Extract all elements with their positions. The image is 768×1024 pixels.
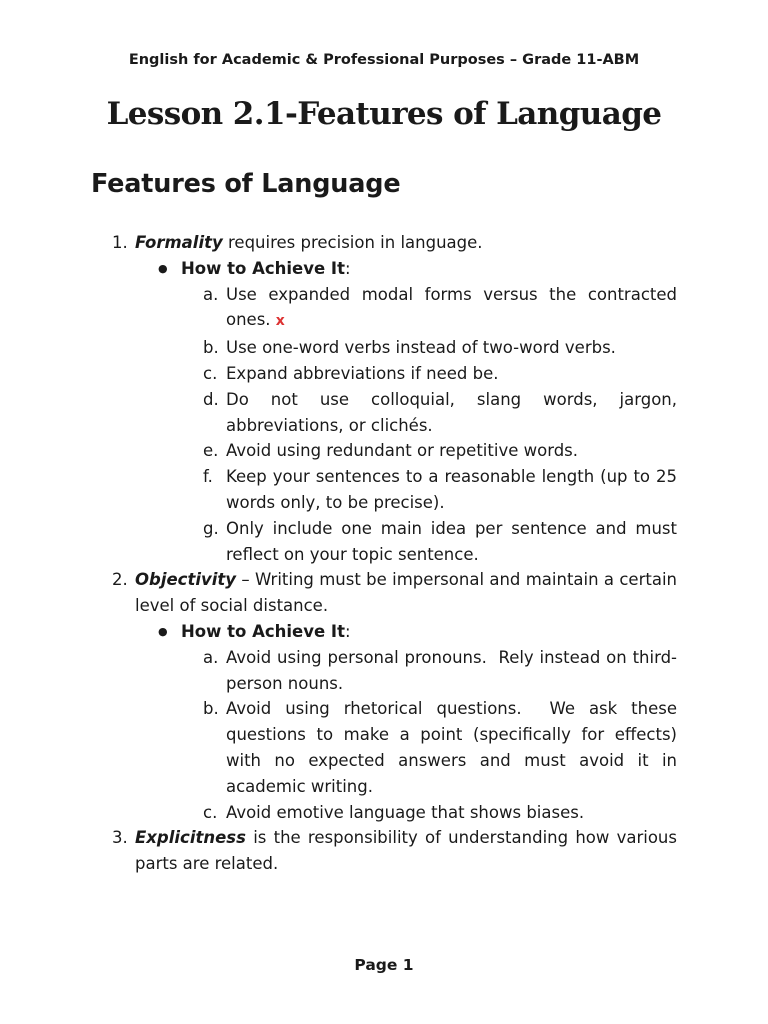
item-number: 1. [112, 233, 128, 252]
step-text: Use expanded modal forms versus the contracted ones. [226, 284, 677, 330]
feature-item-formality [0, 230, 677, 256]
section-heading: Features of Language [91, 169, 401, 199]
item-number: 2. [112, 570, 128, 590]
step-text: Keep your sentences to a reasonable length (up to 25 words only, to be precise). [226, 467, 677, 512]
step-text: Only include one main idea per sentence and must reflect on your topic sentence. [226, 518, 677, 564]
feature-description: is the responsibility of understanding how various parts are related. [135, 828, 677, 874]
bullet-dot-icon: ● [158, 261, 168, 275]
bullet-dot-icon: ● [158, 624, 168, 638]
course-title: English for Academic & Professional Purposes – Grade 11-ABM [128, 52, 640, 68]
how-to-bullet: ● How to Achieve It: [0, 256, 768, 282]
step-text: Avoid emotive language that shows biases. [226, 802, 585, 822]
step-item [203, 438, 677, 464]
step-letter: a. [203, 284, 219, 304]
feature-item-explicitness [0, 825, 677, 877]
objectivity-steps [0, 645, 768, 826]
step-letter: b. [203, 699, 219, 719]
step-text: Avoid using personal pronouns. Rely instead on third-person nouns. [226, 647, 677, 693]
step-item [203, 282, 677, 336]
step-text: Use one-word verbs instead of two-word verbs. [226, 338, 616, 358]
how-to-bullet: ● How to Achieve It: [0, 619, 768, 645]
lesson-title: Lesson 2.1-Features of Language [106, 96, 662, 132]
item-number: 3. [112, 828, 128, 848]
step-item [203, 361, 677, 387]
feature-term: Explicitness [135, 828, 246, 848]
page-number: Page 1 [354, 956, 414, 974]
step-text: Avoid using rhetorical questions. We ask these questions to make a point (specifically for effects) with no expected answers and must avoid it in academic writing. [226, 699, 683, 796]
step-letter: a. [203, 647, 219, 667]
red-x-mark-icon: x [275, 313, 285, 330]
step-letter: g. [203, 518, 219, 538]
feature-description: requires precision in language. [222, 233, 483, 252]
feature-term: Formality [135, 233, 223, 252]
features-list [0, 230, 768, 877]
how-to-label: How to Achieve It [181, 621, 345, 641]
step-item [203, 645, 677, 697]
feature-item-objectivity [0, 567, 677, 619]
step-item [203, 800, 677, 826]
formality-steps [0, 282, 768, 568]
step-item [203, 387, 677, 439]
step-letter: b. [203, 338, 219, 358]
step-letter: f. [203, 467, 213, 487]
how-to-label: How to Achieve It [181, 258, 345, 278]
feature-description: – Writing must be impersonal and maintain a certain level of social distance. [135, 570, 677, 616]
step-item [203, 464, 677, 516]
document-header [0, 50, 768, 70]
step-letter: c. [203, 802, 218, 822]
step-item [203, 516, 677, 568]
step-item [203, 696, 683, 799]
step-letter: d. [203, 389, 219, 409]
step-text: Expand abbreviations if need be. [226, 363, 499, 383]
step-letter: c. [203, 363, 218, 383]
step-letter: e. [203, 441, 219, 461]
step-item [203, 335, 677, 361]
step-text: Do not use colloquial, slang words, jargon, abbreviations, or clichés. [226, 389, 677, 435]
feature-term: Objectivity [135, 570, 237, 590]
step-text: Avoid using redundant or repetitive words. [226, 441, 579, 461]
